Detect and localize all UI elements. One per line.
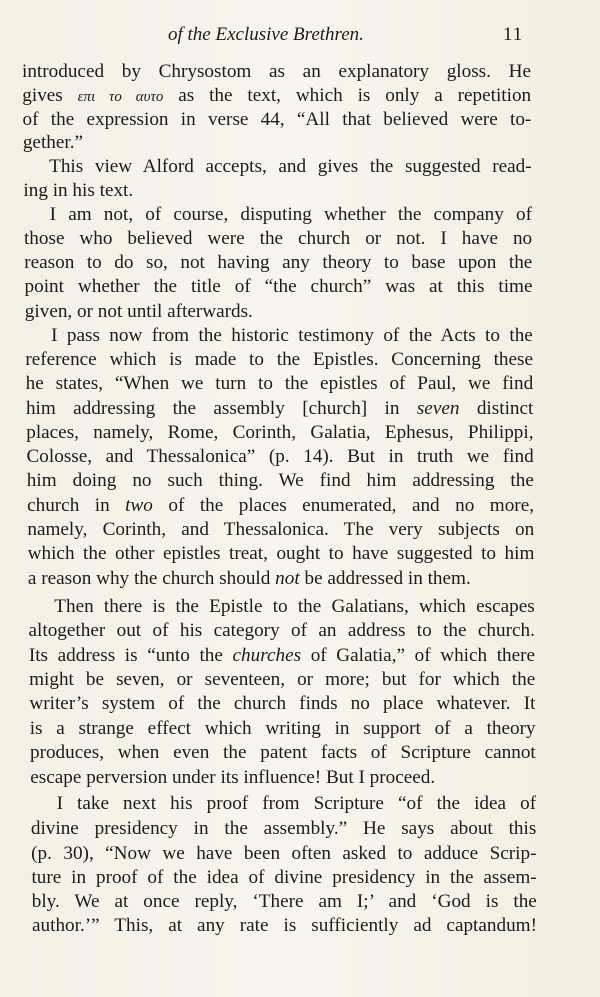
text-segment: of the expression in verse 44, “All that believed were to- <box>22 109 532 130</box>
text-segment: introduced by Chrysostom as an explanatory gloss. He <box>22 61 531 82</box>
text-segment: bly. We at once reply, ‘There am I;’ and ‘God is the <box>31 891 537 912</box>
text-segment: I take next his proof from Scripture “of the idea of <box>56 793 537 814</box>
text-line <box>24 227 532 251</box>
text-line <box>25 275 533 299</box>
text-line <box>30 766 536 790</box>
text-line <box>27 445 534 469</box>
text-segment: produces, when even the patent facts of Scripture cannot <box>29 742 536 763</box>
text-segment: writer’s system of the church finds no place whatever. It <box>29 693 536 714</box>
text-segment: might be seven, or seventeen, or more; but for which the <box>29 669 536 690</box>
text-segment: reference which is made to the Epistles. Concerning these <box>25 349 533 370</box>
text-line <box>54 595 534 619</box>
text-line <box>24 251 532 275</box>
text-line <box>31 866 536 890</box>
text-line <box>30 741 536 765</box>
text-segment: altogether out of his category of an address to the church. <box>28 620 535 641</box>
text-segment: places, namely, Rome, Corinth, Galatia, Ephesus, Philippi, <box>26 422 534 443</box>
text-segment: given, or not until afterwards. <box>24 301 253 322</box>
text-segment: him addressing the assembly [church] in <box>25 398 417 419</box>
page-number: 11 <box>503 24 524 45</box>
text-line <box>26 397 533 421</box>
text-line <box>28 567 535 591</box>
text-line <box>27 518 534 542</box>
text-segment: him doing no such thing. We find him addressing the <box>26 470 534 491</box>
text-line <box>23 131 532 155</box>
text-line <box>29 692 535 716</box>
text-segment: divine presidency in the assembly.” He says about this <box>30 818 537 839</box>
text-segment: author.’” This, at any rate is sufficiently ad captandum! <box>32 915 537 936</box>
text-line <box>22 60 531 84</box>
running-header <box>0 24 600 50</box>
text-line <box>31 842 536 866</box>
text-line <box>49 155 532 179</box>
text-segment: be addressed in them. <box>299 568 471 589</box>
italic-text: churches <box>232 645 302 666</box>
text-segment: as the text, which is only a repetition <box>163 85 532 106</box>
text-line <box>57 792 537 816</box>
greek-text: επι το αυτο <box>77 89 164 105</box>
text-line <box>28 542 535 566</box>
text-line <box>23 179 531 203</box>
text-segment: ture in proof of the idea of divine presidency in the assem- <box>31 867 537 888</box>
text-segment: of the places enumerated, and no more, <box>152 495 535 516</box>
text-line <box>25 348 533 372</box>
text-segment: church in <box>27 495 126 516</box>
text-segment: Then there is the Epistle to the Galatians, which escapes <box>54 596 535 617</box>
text-line <box>31 817 536 841</box>
text-segment: which the other epistles treat, ought to have suggested to him <box>27 543 535 564</box>
text-line <box>23 108 532 132</box>
text-segment: point whether the title of “the church” was at this time <box>24 276 533 297</box>
text-segment: is a strange effect which writing in support of a theory <box>29 718 536 739</box>
text-line <box>25 300 533 324</box>
italic-text: two <box>125 495 153 516</box>
text-segment: I am not, of course, disputing whether the company of <box>49 204 532 225</box>
text-line <box>26 372 534 396</box>
text-segment: gether.” <box>22 132 84 153</box>
text-line <box>27 494 534 518</box>
text-segment: reason to do so, not having any theory to base upon the <box>24 252 533 273</box>
text-segment: This view Alford accepts, and gives the suggested read- <box>49 156 532 177</box>
text-line <box>30 717 536 741</box>
running-title: of the Exclusive Brethren. <box>168 24 364 45</box>
text-segment: ing in his text. <box>23 180 134 201</box>
text-line <box>32 890 537 914</box>
text-segment: escape perversion under its influence! But I proceed. <box>30 767 436 788</box>
text-line <box>29 619 535 643</box>
text-line <box>26 421 533 445</box>
text-line <box>29 644 535 668</box>
text-segment: a reason why the church should <box>27 568 276 589</box>
text-line <box>29 668 535 692</box>
italic-text: not <box>275 568 300 589</box>
text-line <box>50 203 532 227</box>
text-line <box>32 914 537 938</box>
text-segment: Its address is “unto the <box>28 645 233 666</box>
text-line <box>22 84 531 108</box>
text-segment: Colosse, and Thessalonica” (p. 14). But in truth we find <box>26 446 534 467</box>
text-segment: of Galatia,” of which there <box>301 645 536 666</box>
text-line <box>51 324 533 348</box>
text-segment: he states, “When we turn to the epistles of Paul, we find <box>25 373 534 394</box>
text-segment: (p. 30), “Now we have been often asked to adduce Scrip- <box>31 843 537 864</box>
text-segment: I pass now from the historic testimony of the Acts to the <box>51 325 533 346</box>
text-segment: namely, Corinth, and Thessalonica. The very subjects on <box>27 519 535 540</box>
text-segment: those who believed were the church or not. I have no <box>23 228 533 249</box>
text-segment: gives <box>22 85 78 106</box>
text-line <box>27 469 534 493</box>
italic-text: seven <box>416 398 460 419</box>
text-segment: distinct <box>459 398 534 419</box>
